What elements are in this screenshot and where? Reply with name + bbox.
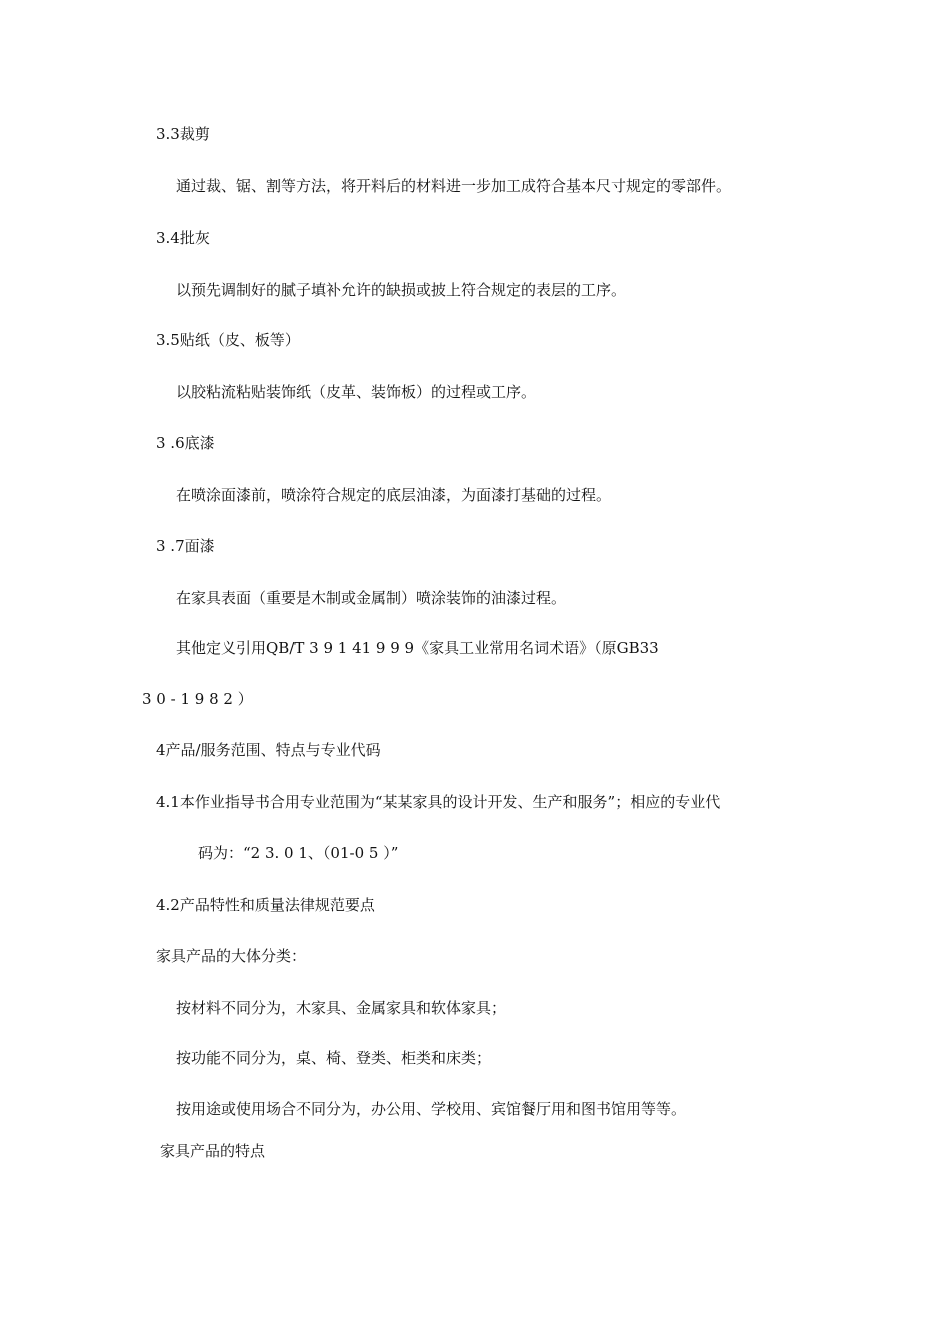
paragraph-4-1-cont: 码为：“2 3. 0 1、（01-0 5 ）” (198, 844, 399, 862)
section-heading-3-3: 3.3裁剪 (156, 125, 210, 143)
paragraph-classification: 家具产品的大体分类： (156, 947, 307, 965)
paragraph-other-definitions-cont: 3 0 - 1 9 8 2 ） (142, 690, 253, 708)
section-heading-3-7: 3 .7面漆 (156, 537, 215, 555)
section-heading-3-4: 3.4批灰 (156, 229, 210, 247)
paragraph-primer: 在喷涂面漆前，喷涂符合规定的底层油漆，为面漆打基础的过程。 (176, 486, 612, 504)
section-heading-3-6: 3 .6底漆 (156, 434, 215, 452)
section-heading-4: 4产品/服务范围、特点与专业代码 (156, 741, 381, 759)
list-item-function: 按功能不同分为，桌、椅、登类、柜类和床类； (176, 1049, 492, 1067)
section-heading-4-2: 4.2产品特性和质量法律规范要点 (156, 896, 375, 914)
paragraph-veneer: 以胶粘流粘贴装饰纸（皮革、装饰板）的过程或工序。 (176, 383, 537, 401)
paragraph-features: 家具产品的特点 (160, 1142, 266, 1160)
paragraph-putty: 以预先调制好的腻子填补允许的缺损或披上符合规定的表层的工序。 (176, 281, 627, 299)
paragraph-4-1: 4.1本作业指导书合用专业范围为“某某家具的设计开发、生产和服务”；相应的专业代 (156, 793, 721, 811)
list-item-usage: 按用途或使用场合不同分为，办公用、学校用、宾馆餐厅用和图书馆用等等。 (176, 1100, 687, 1118)
paragraph-topcoat: 在家具表面（重要是木制或金属制）喷涂装饰的油漆过程。 (176, 589, 567, 607)
paragraph-other-definitions: 其他定义引用QB/T 3 9 1 41 9 9 9《家具工业常用名词术语》（原GB33 (176, 639, 659, 657)
list-item-material: 按材料不同分为，木家具、金属家具和软体家具； (176, 999, 507, 1017)
section-heading-3-5: 3.5贴纸（皮、板等） (156, 331, 300, 349)
paragraph-cutting: 通过裁、锯、割等方法，将开料后的材料进一步加工成符合基本尺寸规定的零部件。 (176, 177, 732, 195)
